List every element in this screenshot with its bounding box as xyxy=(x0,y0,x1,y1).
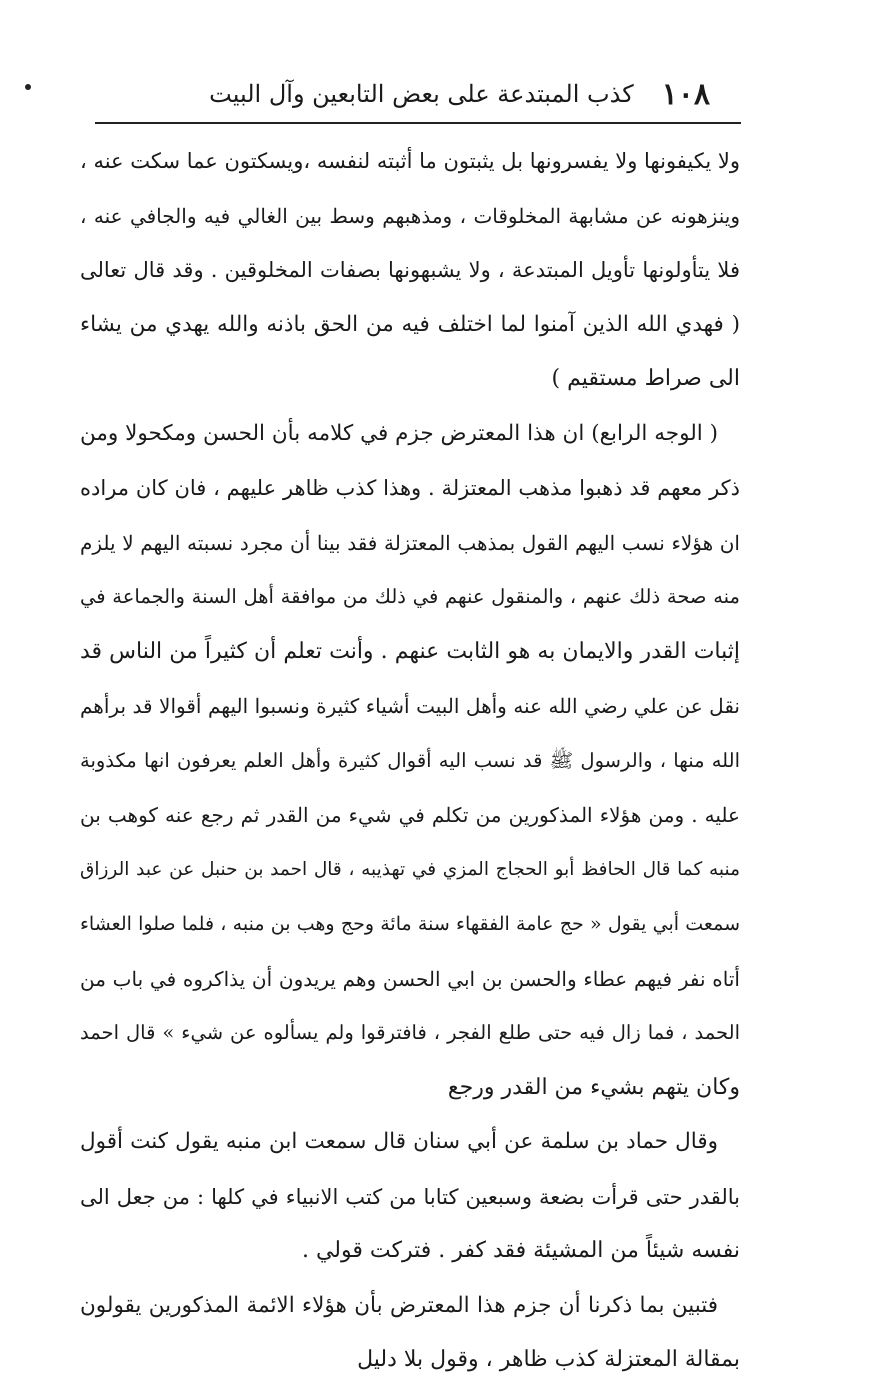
text-line: الحمد ، فما زال فيه حتى طلع الفجر ، فافترقوا ولم يسألوه عن شيء » قال احمد xyxy=(80,1021,740,1044)
running-title: كذب المبتدعة على بعض التابعين وآل البيت xyxy=(209,80,634,108)
body-text xyxy=(80,134,740,1388)
page-number: ١٠٨ xyxy=(661,76,710,112)
text-line: إثبات القدر والايمان به هو الثابت عنهم . وأنت تعلم أن كثيراً من الناس قد xyxy=(80,638,740,664)
text-line: نقل عن علي رضي الله عنه وأهل البيت أشياء كثيرة ونسبوا اليهم أقوالا قد برأهم xyxy=(80,694,740,718)
text-line: الى صراط مستقيم ) xyxy=(551,366,740,391)
text-line: وكان يتهم بشيء من القدر ورجع xyxy=(447,1074,740,1100)
header-rule xyxy=(95,122,741,124)
text-line: الله منها ، والرسول ﷺ قد نسب اليه أقوال كثيرة وأهل العلم يعرفون انها مكذوبة xyxy=(80,748,740,772)
text-line: منبه كما قال الحافظ أبو الحجاج المزي في تهذيبه ، قال احمد بن حنبل عن عبد الرزاق xyxy=(80,858,740,880)
text-line: وقال حماد بن سلمة عن أبي سنان قال سمعت ابن منبه يقول كنت أقول xyxy=(80,1129,718,1154)
text-line: ولا يكيفونها ولا يفسرونها بل يثبتون ما أثبته لنفسه ،ويسكتون عما سكت عنه ، xyxy=(80,149,740,173)
text-line: عليه . ومن هؤلاء المذكورين من تكلم في شيء من القدر ثم رجع عنه كوهب بن xyxy=(80,803,740,827)
margin-dot xyxy=(25,84,31,90)
text-line: نفسه شيئاً من المشيئة فقد كفر . فتركت قولي . xyxy=(301,1238,740,1263)
text-line: ان هؤلاء نسب اليهم القول بمذهب المعتزلة فقد بينا أن مجرد نسبته اليهم لا يلزم xyxy=(80,530,740,555)
page-header xyxy=(150,72,710,116)
text-line: ( الوجه الرابع) ان هذا المعترض جزم في كلامه بأن الحسن ومكحولا ومن xyxy=(80,420,718,446)
text-line: بالقدر حتى قرأت بضعة وسبعين كتابا من كتب الانبياء في كلها : من جعل الى xyxy=(80,1184,740,1209)
text-line: بمقالة المعتزلة كذب ظاهر ، وقول بلا دليل xyxy=(357,1347,740,1372)
text-line: منه صحة ذلك عنهم ، والمنقول عنهم في ذلك من موافقة أهل السنة والجماعة في xyxy=(80,585,740,608)
text-line: ذكر معهم قد ذهبوا مذهب المعتزلة . وهذا كذب ظاهر عليهم ، فان كان مراده xyxy=(80,476,740,500)
text-line: ( فهدي الله الذين آمنوا لما اختلف فيه من الحق باذنه والله يهدي من يشاء xyxy=(80,311,740,337)
text-line: وينزهونه عن مشابهة المخلوقات ، ومذهبهم وسط بين الغالي فيه والجافي عنه ، xyxy=(80,203,740,228)
text-line: أتاه نفر فيهم عطاء والحسن بن ابي الحسن وهم يريدون أن يذاكروه في باب من xyxy=(80,966,740,991)
text-line: فلا يتأولونها تأويل المبتدعة ، ولا يشبهونها بصفات المخلوقين . وقد قال تعالى xyxy=(80,258,740,282)
text-line: فتبين بما ذكرنا أن جزم هذا المعترض بأن هؤلاء الائمة المذكورين يقولون xyxy=(80,1292,718,1318)
text-line: سمعت أبي يقول « حج عامة الفقهاء سنة مائة وحج وهب بن منبه ، فلما صلوا العشاء xyxy=(80,913,740,935)
